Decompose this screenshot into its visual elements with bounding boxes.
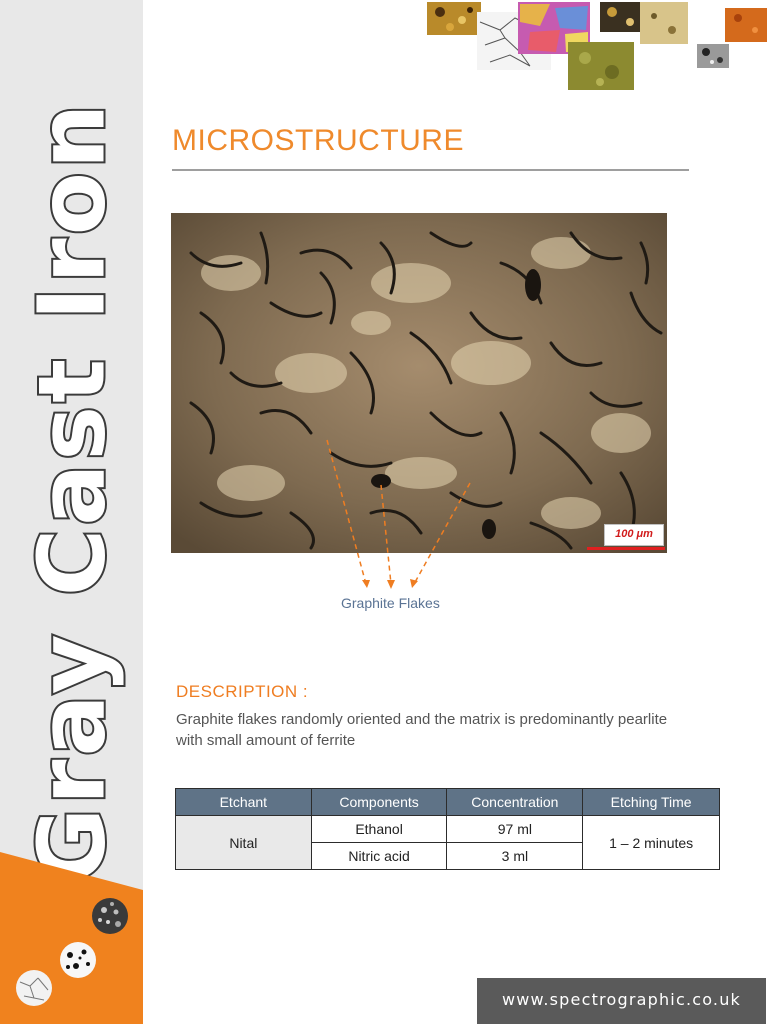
header-concentration: Concentration [447,789,583,816]
cell-concentration: 3 ml [447,843,583,870]
cell-component: Ethanol [311,816,447,843]
cell-etching-time: 1 – 2 minutes [583,816,720,870]
image-caption: Graphite Flakes [341,595,440,611]
table-header-row [176,789,720,816]
footer-website[interactable]: www.spectrographic.co.uk [477,978,766,1024]
page-title: MICROSTRUCTURE [172,124,464,157]
description-heading: DESCRIPTION : [176,682,309,701]
cell-concentration: 97 ml [447,816,583,843]
cell-component: Nitric acid [311,843,447,870]
texture-circle-dark [92,898,128,934]
header-etchant: Etchant [176,789,312,816]
etching-table [175,788,720,870]
scale-label: 100 μm [604,524,664,546]
header-etching-time: Etching Time [583,789,720,816]
side-title: Gray Cast Iron [18,100,126,884]
table-row [176,816,720,843]
texture-circle-nodular [60,942,96,978]
texture-circle-grain [16,970,52,1006]
cell-etchant: Nital [176,816,312,870]
header-components: Components [311,789,447,816]
description-text: Graphite flakes randomly oriented and the matrix is predominantly pearlite with small amount of ferrite [176,711,668,749]
